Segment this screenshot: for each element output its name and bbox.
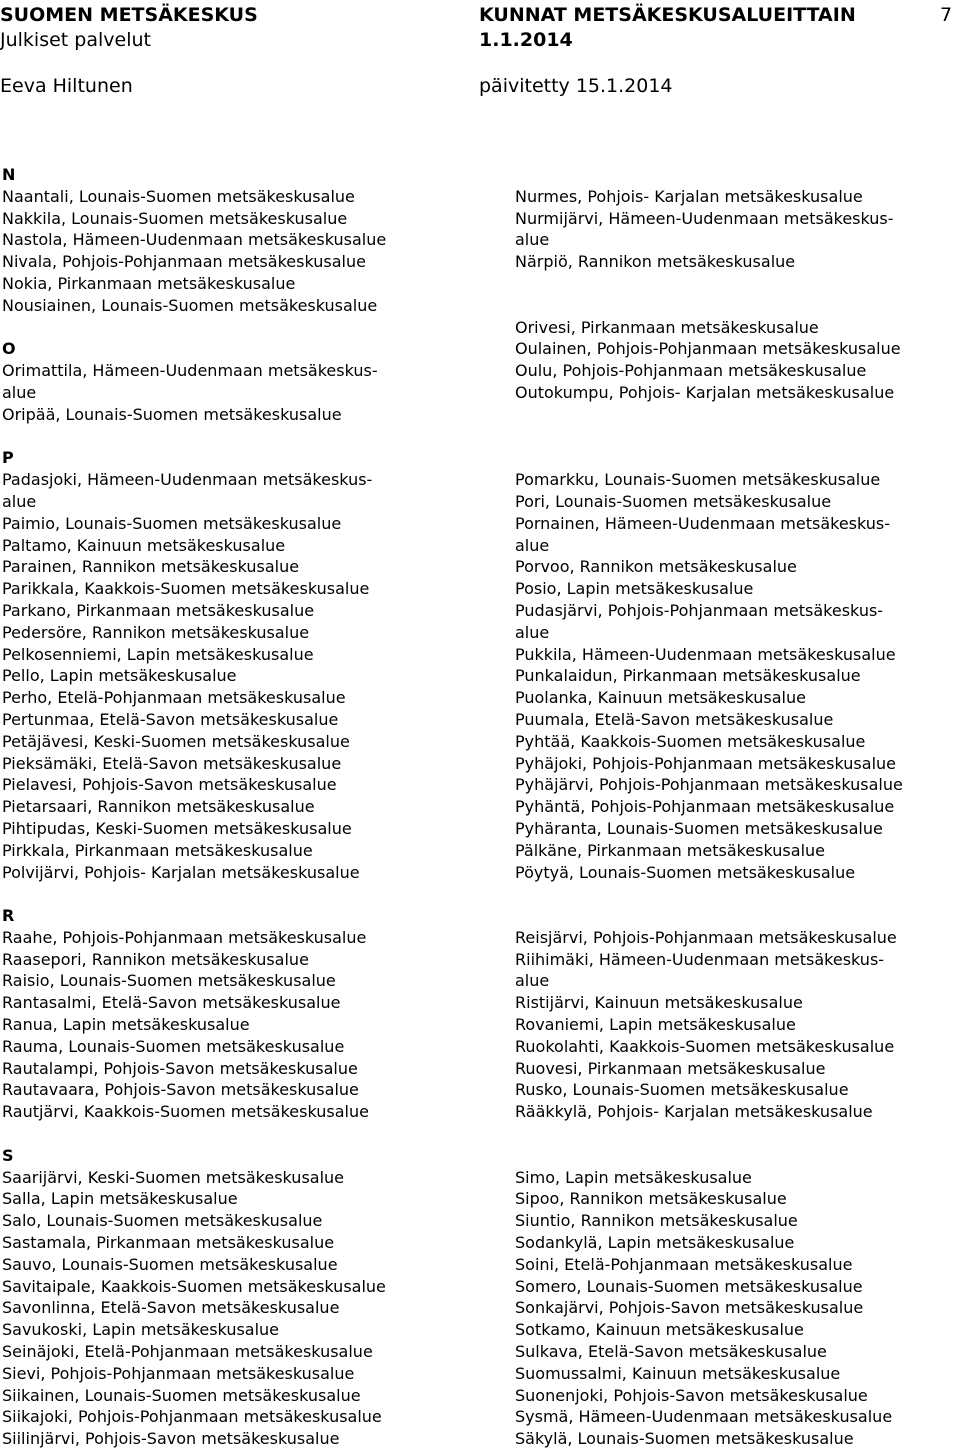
- list-item: Orivesi, Pirkanmaan metsäkeskusalue: [515, 317, 819, 337]
- list-item: Pyhäranta, Lounais-Suomen metsäkeskusalue: [515, 818, 883, 838]
- list-item: Naantali, Lounais-Suomen metsäkeskusalue: [2, 186, 355, 206]
- list-item: Sipoo, Rannikon metsäkeskusalue: [515, 1189, 787, 1209]
- list-item: Pudasjärvi, Pohjois-Pohjanmaan metsäkeskus-: [515, 600, 884, 620]
- updated-date: päivitetty 15.1.2014: [479, 75, 673, 97]
- list-item: Pyhäntä, Pohjois-Pohjanmaan metsäkeskusalue: [515, 797, 895, 817]
- section-letter: R: [2, 906, 15, 926]
- organization-name: SUOMEN METSÄKESKUS: [0, 4, 258, 26]
- spacer-line: [515, 883, 960, 905]
- page-number: 7: [940, 4, 953, 26]
- author-name: Eeva Hiltunen: [0, 75, 133, 97]
- list-item: Pelkosenniemi, Lapin metsäkeskusalue: [2, 644, 314, 664]
- list-item: Pöytyä, Lounais-Suomen metsäkeskusalue: [515, 862, 856, 882]
- spacer-line: [515, 905, 960, 927]
- list-item: Savitaipale, Kaakkois-Suomen metsäkeskusalue: [2, 1276, 386, 1296]
- list-item: Siilinjärvi, Pohjois-Savon metsäkeskusalue: [2, 1429, 340, 1449]
- list-item: Nurmes, Pohjois- Karjalan metsäkeskusalue: [515, 186, 863, 206]
- list-item: Nokia, Pirkanmaan metsäkeskusalue: [2, 273, 296, 293]
- list-item: Pieksämäki, Etelä-Savon metsäkeskusalue: [2, 753, 342, 773]
- list-item: Rautavaara, Pohjois-Savon metsäkeskusalue: [2, 1080, 359, 1100]
- list-item: Ristijärvi, Kainuun metsäkeskusalue: [515, 993, 803, 1013]
- list-item: Pori, Lounais-Suomen metsäkeskusalue: [515, 491, 832, 511]
- list-item: Salo, Lounais-Suomen metsäkeskusalue: [2, 1211, 323, 1231]
- list-item: Riihimäki, Hämeen-Uudenmaan metsäkeskus-: [515, 949, 885, 969]
- spacer-line: [515, 1123, 960, 1145]
- list-item: Nurmijärvi, Hämeen-Uudenmaan metsäkeskus-: [515, 208, 894, 228]
- list-item: Saarijärvi, Keski-Suomen metsäkeskusalue: [2, 1167, 345, 1187]
- list-item: Parkano, Pirkanmaan metsäkeskusalue: [2, 600, 315, 620]
- list-item: Petäjävesi, Keski-Suomen metsäkeskusalue: [2, 731, 350, 751]
- spacer-line: [515, 273, 960, 295]
- list-item: Rautjärvi, Kaakkois-Suomen metsäkeskusalue: [2, 1102, 369, 1122]
- section-letter: P: [2, 448, 14, 468]
- list-item: Pedersöre, Rannikon metsäkeskusalue: [2, 622, 310, 642]
- list-item: Pyhtää, Kaakkois-Suomen metsäkeskusalue: [515, 731, 866, 751]
- list-item: Sotkamo, Kainuun metsäkeskusalue: [515, 1320, 804, 1340]
- spacer-line: [2, 426, 472, 448]
- list-item: alue: [2, 491, 37, 511]
- list-item: alue: [2, 382, 37, 402]
- list-item: Rautalampi, Pohjois-Savon metsäkeskusalue: [2, 1058, 358, 1078]
- spacer-line: [515, 295, 960, 317]
- spacer-line: [515, 447, 960, 469]
- list-item: Pukkila, Hämeen-Uudenmaan metsäkeskusalue: [515, 644, 896, 664]
- list-item: Pello, Lapin metsäkeskusalue: [2, 666, 237, 686]
- list-item: Sievi, Pohjois-Pohjanmaan metsäkeskusalue: [2, 1363, 355, 1383]
- list-item: Oulu, Pohjois-Pohjanmaan metsäkeskusalue: [515, 361, 867, 381]
- list-item: Nastola, Hämeen-Uudenmaan metsäkeskusalue: [2, 230, 387, 250]
- list-item: Rääkkylä, Pohjois- Karjalan metsäkeskusalue: [515, 1102, 873, 1122]
- list-item: Padasjoki, Hämeen-Uudenmaan metsäkeskus-: [2, 470, 373, 490]
- list-item: Suomussalmi, Kainuun metsäkeskusalue: [515, 1363, 841, 1383]
- spacer-line: [515, 404, 960, 426]
- list-item: Siikainen, Lounais-Suomen metsäkeskusalue: [2, 1385, 361, 1405]
- list-item: Savonlinna, Etelä-Savon metsäkeskusalue: [2, 1298, 340, 1318]
- spacer-line: [515, 426, 960, 448]
- spacer-line: [2, 1123, 472, 1145]
- list-item: Savukoski, Lapin metsäkeskusalue: [2, 1320, 280, 1340]
- list-item: Säkylä, Lounais-Suomen metsäkeskusalue: [515, 1429, 854, 1449]
- list-item: Parikkala, Kaakkois-Suomen metsäkeskusalue: [2, 579, 370, 599]
- list-item: alue: [515, 230, 550, 250]
- list-item: Sulkava, Etelä-Savon metsäkeskusalue: [515, 1342, 827, 1362]
- list-item: Pertunmaa, Etelä-Savon metsäkeskusalue: [2, 709, 339, 729]
- list-item: Nakkila, Lounais-Suomen metsäkeskusalue: [2, 208, 348, 228]
- municipality-list-left: [2, 164, 472, 1450]
- document-title: KUNNAT METSÄKESKUSALUEITTAIN: [479, 4, 856, 26]
- list-item: Ranua, Lapin metsäkeskusalue: [2, 1015, 250, 1035]
- spacer-line: [515, 164, 960, 186]
- list-item: Orimattila, Hämeen-Uudenmaan metsäkeskus-: [2, 361, 378, 381]
- list-item: Perho, Etelä-Pohjanmaan metsäkeskusalue: [2, 688, 346, 708]
- list-item: Puumala, Etelä-Savon metsäkeskusalue: [515, 709, 834, 729]
- list-item: Rantasalmi, Etelä-Savon metsäkeskusalue: [2, 993, 341, 1013]
- list-item: Porvoo, Rannikon metsäkeskusalue: [515, 557, 797, 577]
- list-item: Rauma, Lounais-Suomen metsäkeskusalue: [2, 1036, 345, 1056]
- list-item: alue: [515, 535, 550, 555]
- list-item: Paltamo, Kainuun metsäkeskusalue: [2, 535, 286, 555]
- list-item: Pälkäne, Pirkanmaan metsäkeskusalue: [515, 840, 825, 860]
- list-item: Pornainen, Hämeen-Uudenmaan metsäkeskus-: [515, 513, 891, 533]
- list-item: Punkalaidun, Pirkanmaan metsäkeskusalue: [515, 666, 861, 686]
- list-item: Siuntio, Rannikon metsäkeskusalue: [515, 1211, 798, 1231]
- list-item: Simo, Lapin metsäkeskusalue: [515, 1167, 752, 1187]
- list-item: Pyhäjoki, Pohjois-Pohjanmaan metsäkeskusalue: [515, 753, 896, 773]
- list-item: Sonkajärvi, Pohjois-Savon metsäkeskusalue: [515, 1298, 864, 1318]
- list-item: Nivala, Pohjois-Pohjanmaan metsäkeskusalue: [2, 252, 366, 272]
- section-letter: S: [2, 1145, 14, 1165]
- list-item: Pyhäjärvi, Pohjois-Pohjanmaan metsäkeskusalue: [515, 775, 903, 795]
- list-item: Ruovesi, Pirkanmaan metsäkeskusalue: [515, 1058, 826, 1078]
- list-item: Posio, Lapin metsäkeskusalue: [515, 579, 754, 599]
- list-item: Somero, Lounais-Suomen metsäkeskusalue: [515, 1276, 863, 1296]
- list-item: Oripää, Lounais-Suomen metsäkeskusalue: [2, 404, 342, 424]
- list-item: Seinäjoki, Etelä-Pohjanmaan metsäkeskusalue: [2, 1342, 373, 1362]
- list-item: Oulainen, Pohjois-Pohjanmaan metsäkeskusalue: [515, 339, 901, 359]
- list-item: Parainen, Rannikon metsäkeskusalue: [2, 557, 300, 577]
- list-item: Raasepori, Rannikon metsäkeskusalue: [2, 949, 309, 969]
- list-item: Paimio, Lounais-Suomen metsäkeskusalue: [2, 513, 342, 533]
- list-item: alue: [515, 971, 550, 991]
- list-item: Ruokolahti, Kaakkois-Suomen metsäkeskusalue: [515, 1036, 895, 1056]
- list-item: Pielavesi, Pohjois-Savon metsäkeskusalue: [2, 775, 337, 795]
- list-item: Outokumpu, Pohjois- Karjalan metsäkeskusalue: [515, 382, 895, 402]
- spacer-line: [2, 317, 472, 339]
- list-item: Raisio, Lounais-Suomen metsäkeskusalue: [2, 971, 336, 991]
- list-item: Sysmä, Hämeen-Uudenmaan metsäkeskusalue: [515, 1407, 893, 1427]
- list-item: Puolanka, Kainuun metsäkeskusalue: [515, 688, 806, 708]
- list-item: Salla, Lapin metsäkeskusalue: [2, 1189, 238, 1209]
- list-item: Pirkkala, Pirkanmaan metsäkeskusalue: [2, 840, 313, 860]
- list-item: Rovaniemi, Lapin metsäkeskusalue: [515, 1015, 796, 1035]
- list-item: Suonenjoki, Pohjois-Savon metsäkeskusalue: [515, 1385, 868, 1405]
- list-item: Sodankylä, Lapin metsäkeskusalue: [515, 1233, 795, 1253]
- list-item: Sastamala, Pirkanmaan metsäkeskusalue: [2, 1233, 335, 1253]
- list-item: Raahe, Pohjois-Pohjanmaan metsäkeskusalue: [2, 927, 367, 947]
- spacer-line: [2, 883, 472, 905]
- list-item: Närpiö, Rannikon metsäkeskusalue: [515, 252, 796, 272]
- section-letter: N: [2, 165, 16, 184]
- list-item: Pihtipudas, Keski-Suomen metsäkeskusalue: [2, 818, 352, 838]
- list-item: Sauvo, Lounais-Suomen metsäkeskusalue: [2, 1254, 338, 1274]
- spacer-line: [515, 1145, 960, 1167]
- section-letter: O: [2, 339, 16, 359]
- list-item: Reisjärvi, Pohjois-Pohjanmaan metsäkeskusalue: [515, 927, 897, 947]
- document-date: 1.1.2014: [479, 29, 573, 51]
- list-item: Soini, Etelä-Pohjanmaan metsäkeskusalue: [515, 1254, 853, 1274]
- list-item: alue: [515, 622, 550, 642]
- subtitle: Julkiset palvelut: [0, 29, 151, 51]
- list-item: Nousiainen, Lounais-Suomen metsäkeskusalue: [2, 295, 378, 315]
- list-item: Pietarsaari, Rannikon metsäkeskusalue: [2, 797, 315, 817]
- list-item: Rusko, Lounais-Suomen metsäkeskusalue: [515, 1080, 849, 1100]
- list-item: Polvijärvi, Pohjois- Karjalan metsäkeskusalue: [2, 862, 360, 882]
- list-item: Pomarkku, Lounais-Suomen metsäkeskusalue: [515, 470, 881, 490]
- list-item: Siikajoki, Pohjois-Pohjanmaan metsäkeskusalue: [2, 1407, 382, 1427]
- municipality-list-right: [515, 164, 960, 1450]
